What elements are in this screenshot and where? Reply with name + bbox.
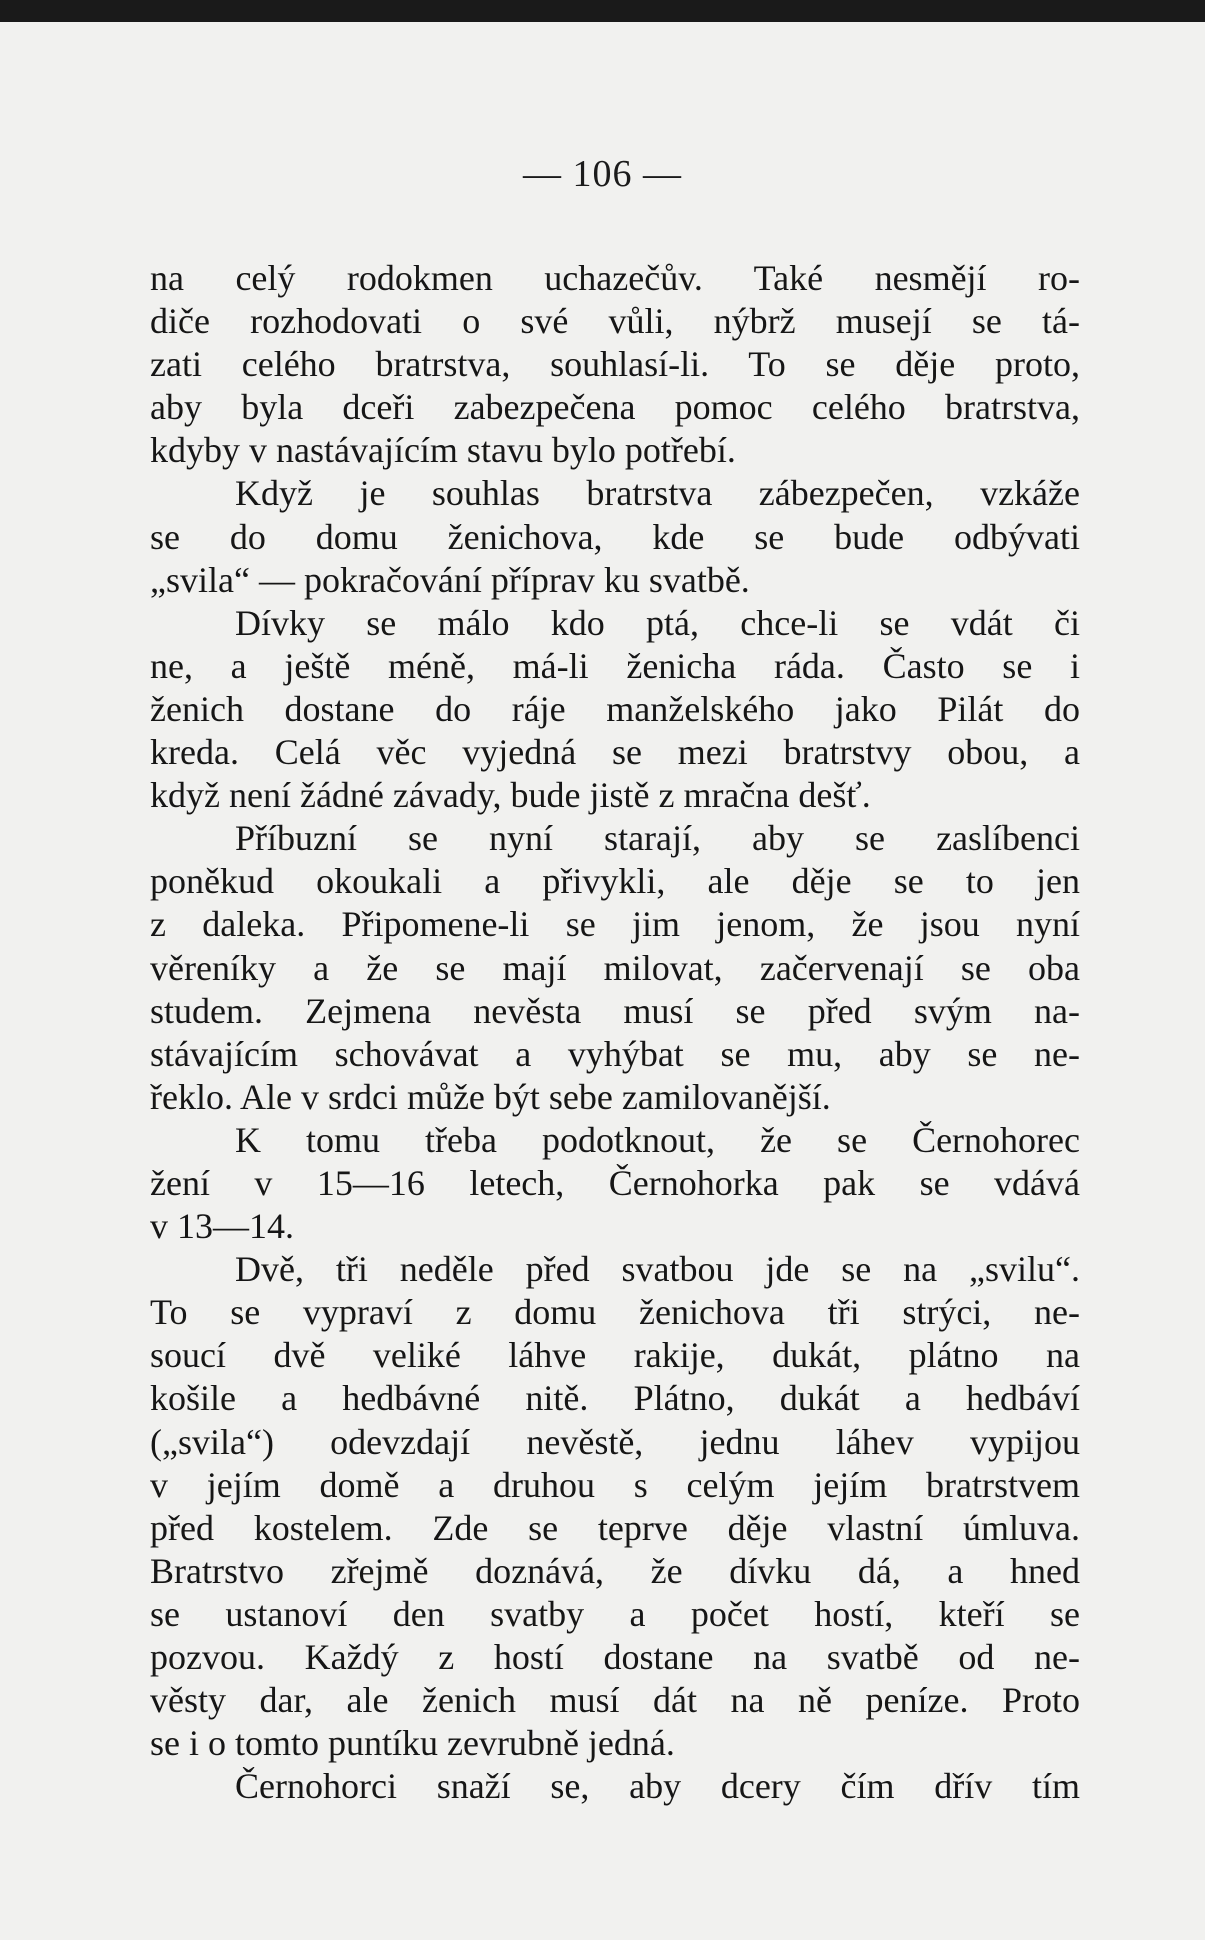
page-number: — 106 — [523,153,682,195]
text-line: Černohorci snaží se, aby dcery čím dřív tím [235,1766,1080,1807]
book-page [0,22,1205,1940]
text-line: Když je souhlas bratrstva zábezpečen, vzkáže [235,473,1080,514]
text-line: („svila“) odevzdají nevěstě, jednu láhev vypijou [150,1421,1080,1462]
text-line: v jejím domě a druhou s celým jejím bratrstvem [150,1464,1080,1505]
text-line: pozvou. Každý z hostí dostane na svatbě od ne- [150,1637,1080,1677]
body-text [150,257,1080,1808]
text-line: To se vypraví z domu ženichova tři strýci, ne- [150,1292,1080,1333]
text-line: ženich dostane do ráje manželského jako Pilát do [150,688,1080,729]
text-line: na celý rodokmen uchazečův. Také nesmějí ro- [150,258,1080,298]
text-line: věreníky a že se mají milovat, začervenají se oba [150,947,1080,988]
text-line: Bratrstvo zřejmě doznává, že dívku dá, a hned [150,1550,1080,1591]
text-line: řeklo. Ale v srdci může být sebe zamilovanější. [150,1076,831,1117]
text-line: Dívky se málo kdo ptá, chce-li se vdát či [235,602,1080,643]
text-line: stávajícím schovávat a vyhýbat se mu, aby se ne- [150,1033,1080,1074]
text-line: zati celého bratrstva, souhlasí-li. To se děje proto, [150,344,1080,385]
text-line: soucí dvě veliké láhve rakije, dukát, plátno na [150,1335,1080,1376]
text-line: se i o tomto puntíku zevrubně jedná. [150,1723,675,1764]
text-line: diče rozhodovati o své vůli, nýbrž musejí se tá- [150,301,1080,342]
text-line: K tomu třeba podotknout, že se Černohorec [235,1119,1080,1160]
text-line: z daleka. Připomene-li se jim jenom, že jsou nyní [150,904,1080,945]
text-line: aby byla dceři zabezpečena pomoc celého bratrstva, [150,387,1080,428]
text-line: se do domu ženichova, kde se bude odbývati [150,516,1080,557]
text-line: kreda. Celá věc vyjedná se mezi bratrstvy obou, a [150,732,1080,773]
text-line: když není žádné závady, bude jistě z mračna dešť. [150,775,871,816]
text-line: se ustanoví den svatby a počet hostí, kteří se [150,1593,1080,1634]
text-line: v 13—14. [150,1206,294,1247]
text-line: žení v 15—16 letech, Černohorka pak se vdává [150,1162,1080,1203]
text-line: před kostelem. Zde se teprve děje vlastní úmluva. [150,1507,1080,1548]
text-line: kdyby v nastávajícím stavu bylo potřebí. [150,430,736,471]
text-line: ne, a ještě méně, má-li ženicha ráda. Často se i [150,645,1080,686]
text-line: studem. Zejmena nevěsta musí se před svým na- [150,990,1080,1031]
text-line: věsty dar, ale ženich musí dát na ně peníze. Proto [150,1680,1080,1721]
text-line: „svila“ — pokračování příprav ku svatbě. [150,559,750,600]
text-line: Dvě, tři neděle před svatbou jde se na „svilu“. [235,1249,1080,1290]
text-line: košile a hedbávné nitě. Plátno, dukát a hedbáví [150,1378,1080,1419]
text-line: Příbuzní se nyní starají, aby se zaslíbenci [235,818,1080,859]
text-line: poněkud okoukali a přivykli, ale děje se to jen [150,861,1080,902]
